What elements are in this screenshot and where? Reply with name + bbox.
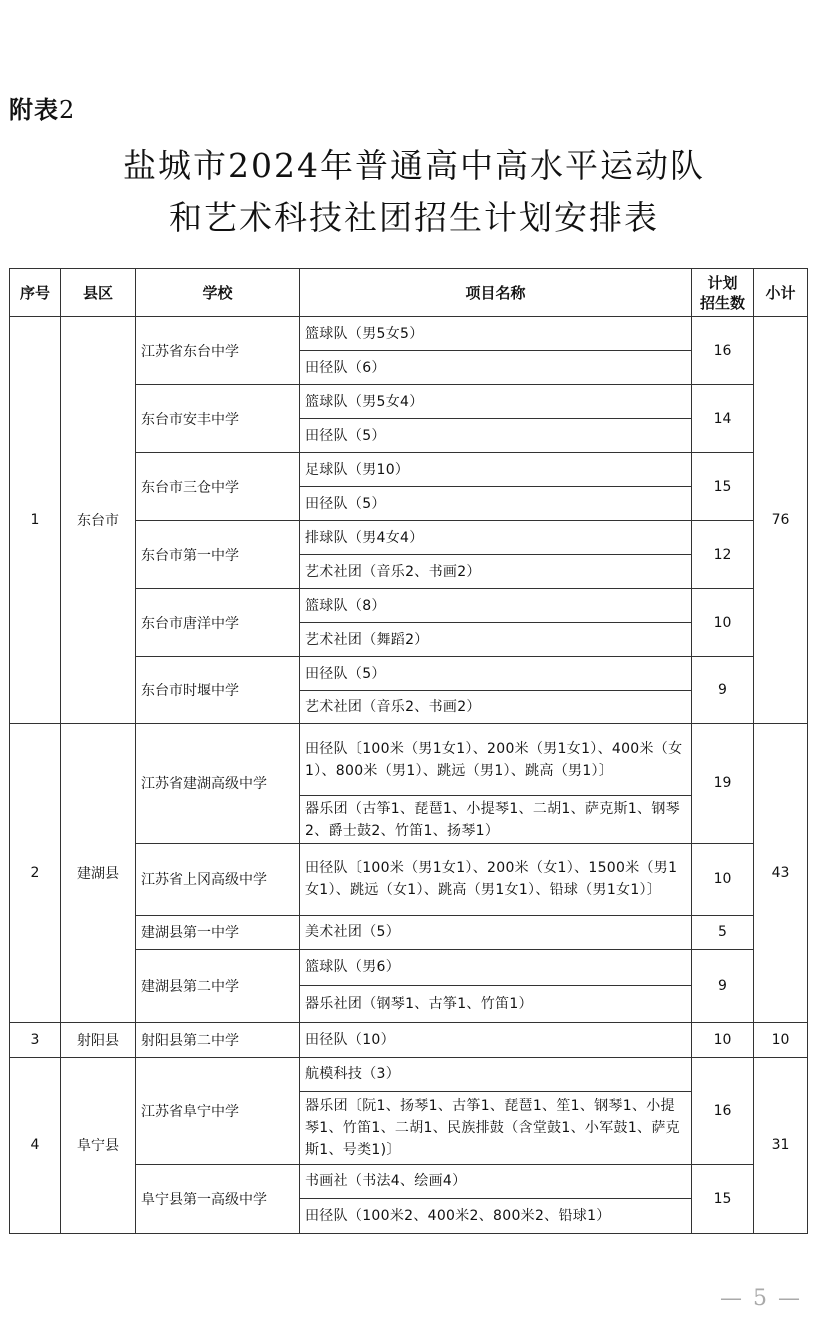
school-name: 江苏省建湖高级中学 <box>136 724 300 843</box>
group-seq: 1 <box>10 317 61 724</box>
project-cell: 篮球队（男5女4） <box>300 385 692 419</box>
plan-count: 16 <box>692 317 754 385</box>
header-project: 项目名称 <box>300 269 692 317</box>
project-cell: 美术社团（5） <box>300 915 692 949</box>
header-plan: 计划 招生数 <box>692 269 754 317</box>
school-name: 东台市第一中学 <box>136 521 300 589</box>
group-seq: 4 <box>10 1057 61 1233</box>
plan-count: 5 <box>692 915 754 949</box>
project-cell: 器乐团〔阮1、扬琴1、古筝1、琵琶1、笙1、钢琴1、小提琴1、竹笛1、二胡1、民族排鼓（含堂鼓1、小军鼓1、萨克斯1、号类1)〕 <box>300 1091 692 1164</box>
project-cell: 田径队（5） <box>300 419 692 453</box>
plan-count: 9 <box>692 949 754 1022</box>
plan-count: 9 <box>692 657 754 724</box>
appendix-label: 附表2 <box>9 95 76 124</box>
project-cell: 田径队〔100米（男1女1）、200米（男1女1）、400米（女1）、800米（男1）、跳远（男1）、跳高（男1）〕 <box>300 724 692 796</box>
plan-count: 10 <box>692 1022 754 1057</box>
school-name: 建湖县第一中学 <box>136 915 300 949</box>
group-county: 射阳县 <box>61 1022 136 1057</box>
project-cell: 田径队（10） <box>300 1022 692 1057</box>
group-county: 阜宁县 <box>61 1057 136 1233</box>
header-row <box>10 269 808 317</box>
plan-count: 12 <box>692 521 754 589</box>
group-subtotal: 10 <box>754 1022 808 1057</box>
plan-count: 10 <box>692 843 754 915</box>
group-county: 东台市 <box>61 317 136 724</box>
school-name: 江苏省阜宁中学 <box>136 1057 300 1164</box>
group-seq: 3 <box>10 1022 61 1057</box>
project-cell: 排球队（男4女4） <box>300 521 692 555</box>
table-row <box>10 724 808 796</box>
school-name: 东台市三仓中学 <box>136 453 300 521</box>
enrollment-table <box>9 268 807 1234</box>
project-cell: 田径队（6） <box>300 351 692 385</box>
school-name: 江苏省东台中学 <box>136 317 300 385</box>
plan-count: 15 <box>692 453 754 521</box>
group-subtotal: 76 <box>754 317 808 724</box>
group-county: 建湖县 <box>61 724 136 1022</box>
project-cell: 田径队（100米2、400米2、800米2、铅球1） <box>300 1198 692 1233</box>
school-name: 建湖县第二中学 <box>136 949 300 1022</box>
header-school: 学校 <box>136 269 300 317</box>
project-cell: 艺术社团（舞蹈2） <box>300 623 692 657</box>
plan-count: 19 <box>692 724 754 843</box>
group-subtotal: 31 <box>754 1057 808 1233</box>
project-cell: 篮球队（8） <box>300 589 692 623</box>
project-cell: 艺术社团（音乐2、书画2） <box>300 555 692 589</box>
plan-count: 16 <box>692 1057 754 1164</box>
school-name: 江苏省上冈高级中学 <box>136 843 300 915</box>
school-name: 阜宁县第一高级中学 <box>136 1164 300 1233</box>
project-cell: 田径队（5） <box>300 487 692 521</box>
plan-count: 14 <box>692 385 754 453</box>
project-cell: 器乐团（古筝1、琵琶1、小提琴1、二胡1、萨克斯1、钢琴2、爵士鼓2、竹笛1、扬琴1） <box>300 796 692 843</box>
table-row <box>10 317 808 351</box>
plan-count: 15 <box>692 1164 754 1233</box>
header-county: 县区 <box>61 269 136 317</box>
project-cell: 书画社（书法4、绘画4） <box>300 1164 692 1198</box>
title-line-1: 盐城市2024年普通高中高水平运动队 <box>123 146 705 185</box>
project-cell: 足球队（男10） <box>300 453 692 487</box>
title-line-2: 和艺术科技社团招生计划安排表 <box>169 198 659 237</box>
plan-count: 10 <box>692 589 754 657</box>
school-name: 东台市唐洋中学 <box>136 589 300 657</box>
school-name: 东台市时堰中学 <box>136 657 300 724</box>
project-cell: 田径队〔100米（男1女1）、200米（女1）、1500米（男1女1）、跳远（女1）、跳高（男1女1）、铅球（男1女1）〕 <box>300 843 692 915</box>
table-row <box>10 1022 808 1057</box>
school-name: 东台市安丰中学 <box>136 385 300 453</box>
project-cell: 篮球队（男5女5） <box>300 317 692 351</box>
page-number: — 5 — <box>720 1286 802 1311</box>
school-name: 射阳县第二中学 <box>136 1022 300 1057</box>
table-row <box>10 1057 808 1091</box>
header-seq: 序号 <box>10 269 61 317</box>
project-cell: 艺术社团（音乐2、书画2） <box>300 691 692 724</box>
group-seq: 2 <box>10 724 61 1022</box>
project-cell: 航模科技（3） <box>300 1057 692 1091</box>
project-cell: 篮球队（男6） <box>300 949 692 985</box>
project-cell: 器乐社团（钢琴1、古筝1、竹笛1） <box>300 985 692 1022</box>
header-subtotal: 小计 <box>754 269 808 317</box>
project-cell: 田径队（5） <box>300 657 692 691</box>
group-subtotal: 43 <box>754 724 808 1022</box>
